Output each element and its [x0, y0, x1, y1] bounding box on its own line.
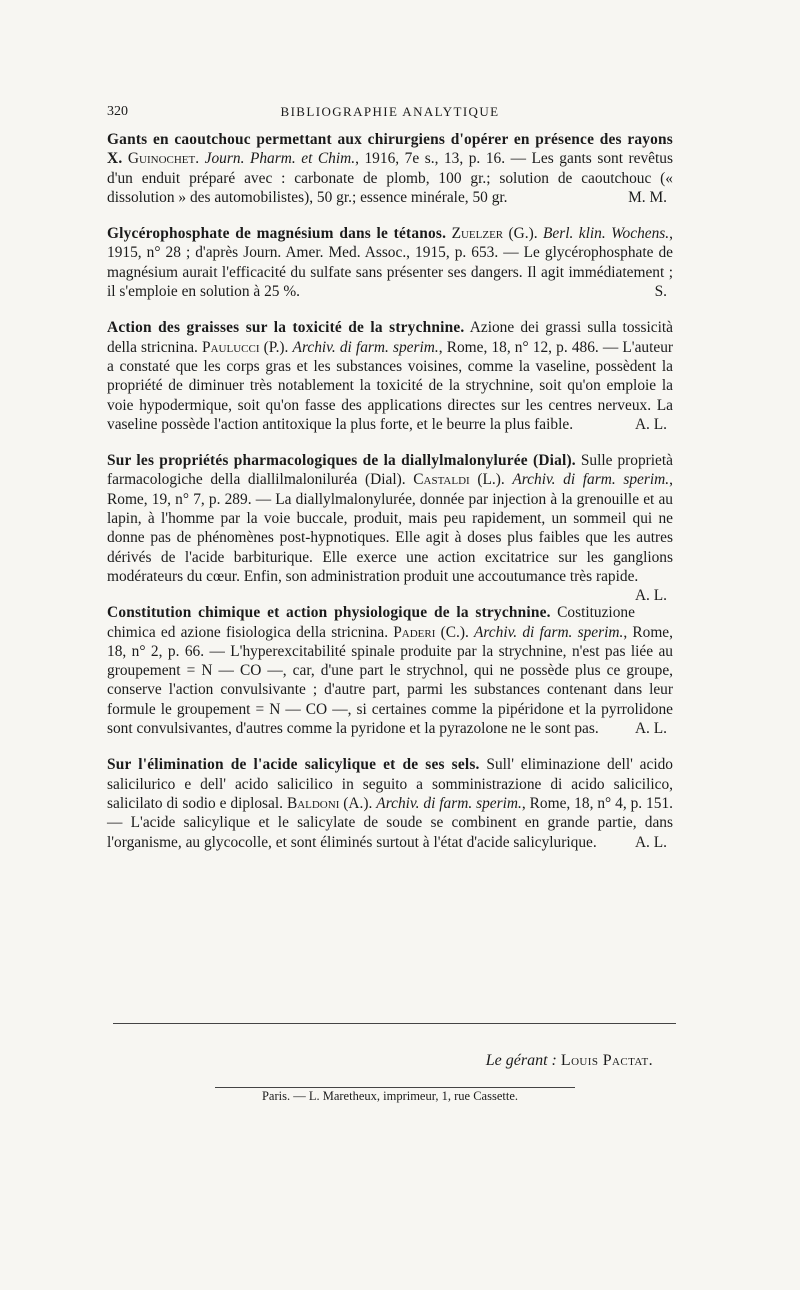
entry-body: , Rome, 19, n° 7, p. 289. — La diallylmalonylurée, donnée par injection à la grenouille et au lapin, à l'homme par la voie buccale, produit, mais peu rapidement, un sommeil qui ne donne pas de phénomènes post-hypnotiques. Elle agit à doses plus faibles que les autres dérivés de l'acide barbiturique. Elle exerce une action excitatrice sur les ganglions modérateurs du cœur. Enfin, son administration produit une accoutumance très rapide. — [107, 471, 673, 585]
entry-title: Glycérophosphate de magnésium dans le tétanos. — [107, 225, 447, 243]
entry-body: , 1915, n° 28 ; d'après Journ. Amer. Med. Assoc., 1915, p. 653. — Le glycérophosphate de magnésium aurait l'efficacité du sulfate sans présenter ses dangers. Il agit immédiatement ; il s'emploie en solution à 25 %. — [107, 225, 673, 301]
entry-signature: M. M. — [628, 188, 667, 206]
entry-author: Castaldi (L.). — [413, 471, 505, 489]
entry-body: , Rome, 18, n° 2, p. 66. — L'hyperexcitabilité spinale produite par la strychnine, n'est pas liée au groupement = N — CO —, car, d'une part le strychnol, qui ne possède plus ce groupe, conserve l'action convulsivante ; d'autre part, parmi les substances contenant dans leur formule le groupement = N — CO —, si certaines comme la pipéridone et la pyrrolidone sont convulsivantes, d'autres comme la pyridone et la pyrazolone ne le sont pas. — [107, 623, 673, 738]
entry-signature: A. L. — [634, 415, 667, 433]
entry-signature: A. L. — [634, 587, 667, 605]
entry-author: Guinochet. — [127, 150, 200, 168]
gerant-line — [107, 1052, 653, 1070]
entry-title: Sur les propriétés pharmacologiques de la diallylmalonylurée (Dial). — [107, 452, 576, 470]
entry-salicylique — [107, 755, 673, 851]
running-title: BIBLIOGRAPHIE ANALYTIQUE — [280, 104, 500, 119]
entry-source: Journ. Pharm. et Chim. — [204, 150, 356, 168]
entry-title: Sur l'élimination de l'acide salicylique et de ses sels. — [107, 756, 480, 774]
entry-intro: Sulle proprietà farmacologiche della diallilmaloniluréa (Dial). — [107, 452, 673, 489]
running-header — [107, 104, 673, 130]
footer-rule — [113, 1023, 676, 1024]
page-number: 320 — [107, 104, 128, 119]
entry-glycerophosphate — [107, 224, 673, 301]
entry-author: Paulucci (P.). — [202, 338, 289, 356]
entry-intro: Costituzione chimica ed azione fisiologica della stricnina. — [107, 604, 635, 641]
entry-dial — [107, 451, 673, 605]
entry-graisses — [107, 318, 673, 434]
gerant-name: Louis Pactat. — [560, 1052, 653, 1069]
entry-title: Constitution chimique et action physiologique de la strychnine. — [107, 604, 551, 622]
entry-author: Baldoni (A.). — [286, 794, 373, 812]
entry-source: Archiv. di farm. sperim. — [473, 623, 624, 641]
entry-intro: Sull' eliminazione dell' acido salicilurico e dell' acido salicilico in seguito a somministrazione di acido salicilico, salicilato di sodio e diplosal. — [107, 756, 673, 812]
entry-intro: Azione dei grassi sulla tossicità della stricnina. — [107, 319, 673, 356]
entry-title: Action des graisses sur la toxicité de la strychnine. — [107, 319, 465, 337]
entry-body: , 1916, 7e s., 13, p. 16. — Les gants sont revêtus d'un enduit préparé avec : carbonate de plomb, 100 gr.; solution de caoutchouc (« dissolution » des automobilistes), 50 gr.; essence minérale, 50 gr. — [107, 150, 673, 206]
entry-constitution — [107, 603, 673, 738]
printer-rule — [215, 1087, 575, 1088]
entry-source: Archiv. di farm. sperim. — [292, 338, 439, 356]
gerant-label: Le gérant : — [485, 1052, 557, 1069]
printer-imprint: Paris. — L. Maretheux, imprimeur, 1, rue Cassette. — [261, 1089, 519, 1103]
entry-author: Paderi (C.). — [393, 623, 469, 641]
entry-body: , Rome, 18, n° 4, p. 151.— L'acide salicylique et le salicylate de soude se combinent en grande partie, dans l'organisme, au glycocolle, et sont éliminés surtout à l'état d'acide salicylurique. — [107, 794, 673, 851]
entry-signature: A. L. — [634, 720, 667, 738]
entry-source: Berl. klin. Wochens. — [543, 225, 670, 243]
entry-author: Zuelzer (G.). — [451, 225, 538, 243]
entry-gloves — [107, 130, 673, 207]
entry-source: Archiv. di farm. sperim. — [376, 794, 522, 812]
page-content — [107, 104, 673, 869]
entry-signature: A. L. — [634, 833, 667, 851]
entry-signature: S. — [654, 283, 667, 301]
entry-title: Gants en caoutchouc permettant aux chirurgiens d'opérer en présence des rayons X. — [107, 131, 673, 168]
entry-body: , Rome, 18, n° 12, p. 486. — L'auteur a constaté que les corps gras et les substances voisines, comme la vaseline, possèdent la propriété de diminuer très notablement la toxicité de la strychnine, soit qu'on emploie la voie hypodermique, soit qu'on fasse des applications directes sur les centres nerveux. La vaseline possède l'action antitoxique la plus forte, et le beurre la plus faible. — [107, 338, 674, 433]
entry-source: Archiv. di farm. sperim. — [512, 471, 670, 489]
